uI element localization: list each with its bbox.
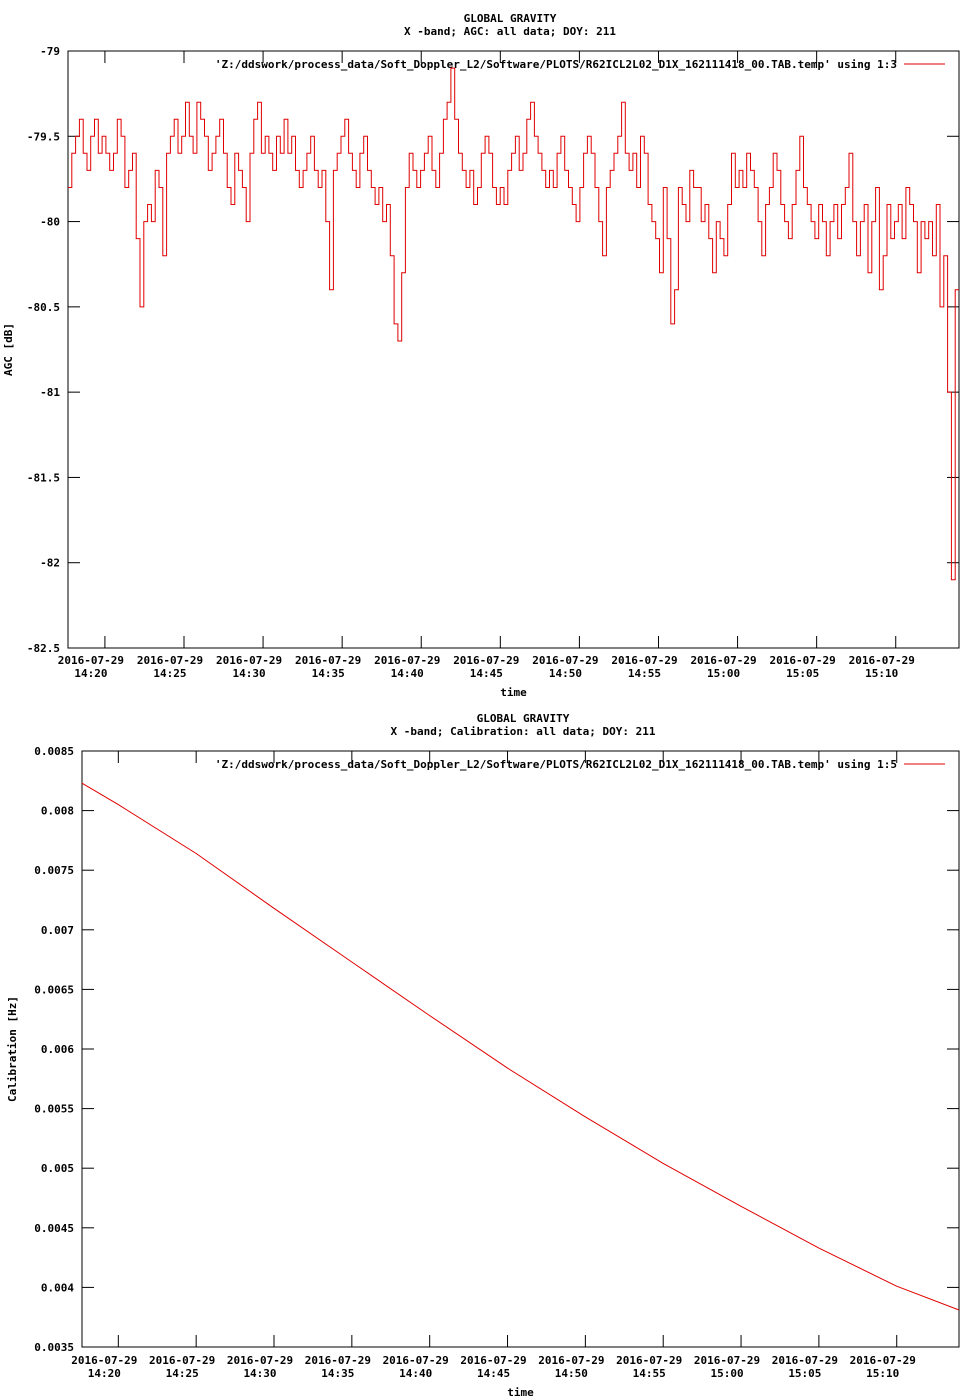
calibration-chart — [6, 712, 959, 1399]
x-tick-date-label: 2016-07-29 — [374, 654, 441, 667]
legend-label: 'Z:/ddswork/process_data/Soft_Doppler_L2/Software/PLOTS/R62ICL2L02_D1X_162111418_00.TAB.temp' using 1:5 — [214, 758, 897, 771]
y-tick-label: -79.5 — [26, 130, 60, 144]
y-tick-label: 0.0055 — [34, 1102, 74, 1116]
series-line — [68, 68, 959, 580]
y-tick-label: 0.006 — [40, 1043, 74, 1056]
x-tick-date-label: 2016-07-29 — [693, 1354, 761, 1367]
x-tick-date-label: 2016-07-29 — [611, 654, 678, 667]
y-tick-label: -80.5 — [26, 300, 60, 314]
x-tick-date-label: 2016-07-29 — [460, 1354, 527, 1367]
x-tick-time-label: 14:40 — [390, 667, 424, 680]
x-tick-date-label: 2016-07-29 — [532, 654, 599, 667]
x-tick-time-label: 14:35 — [321, 1367, 355, 1380]
x-tick-time-label: 14:30 — [232, 667, 266, 680]
x-tick-time-label: 14:50 — [548, 667, 582, 680]
chart-title: GLOBAL GRAVITY — [476, 712, 570, 725]
y-tick-label: -79 — [40, 45, 60, 58]
y-tick-label: -81.5 — [26, 471, 60, 485]
y-tick-label: 0.0075 — [34, 864, 74, 878]
x-tick-time-label: 15:00 — [710, 1367, 744, 1380]
x-tick-time-label: 14:30 — [243, 1367, 277, 1380]
x-tick-time-label: 14:40 — [399, 1367, 433, 1380]
x-tick-time-label: 14:25 — [165, 1367, 199, 1380]
y-tick-label: 0.0045 — [34, 1221, 74, 1235]
y-tick-label: 0.005 — [40, 1162, 74, 1176]
y-tick-label: 0.0085 — [34, 745, 74, 758]
x-tick-time-label: 15:05 — [788, 1367, 822, 1380]
x-tick-date-label: 2016-07-29 — [849, 1354, 916, 1367]
x-tick-time-label: 14:55 — [632, 1367, 666, 1380]
x-tick-time-label: 14:45 — [476, 1367, 511, 1380]
x-tick-date-label: 2016-07-29 — [215, 654, 283, 667]
x-tick-date-label: 2016-07-29 — [71, 1354, 138, 1367]
y-tick-label: -82.5 — [26, 642, 60, 655]
chart-subtitle: X -band; AGC: all data; DOY: 211 — [404, 25, 616, 38]
x-tick-date-label: 2016-07-29 — [690, 654, 757, 667]
y-axis-label: AGC [dB] — [2, 323, 15, 376]
x-tick-time-label: 14:25 — [153, 667, 187, 680]
x-axis-label: time — [507, 1386, 534, 1399]
x-tick-time-label: 14:45 — [469, 667, 503, 680]
x-tick-time-label: 15:10 — [865, 667, 899, 680]
x-tick-date-label: 2016-07-29 — [136, 654, 204, 667]
x-tick-date-label: 2016-07-29 — [382, 1354, 449, 1367]
y-tick-label: -82 — [40, 556, 60, 570]
x-tick-time-label: 14:20 — [87, 1367, 121, 1380]
x-tick-time-label: 15:05 — [786, 667, 820, 680]
x-tick-time-label: 14:50 — [554, 1367, 588, 1380]
x-tick-date-label: 2016-07-29 — [848, 654, 915, 667]
legend-label: 'Z:/ddswork/process_data/Soft_Doppler_L2/Software/PLOTS/R62ICL2L02_D1X_162111418_00.TAB.temp' using 1:3 — [214, 58, 897, 71]
y-tick-label: -81 — [40, 386, 60, 400]
x-axis-label: time — [500, 686, 527, 699]
y-axis-label: Calibration [Hz] — [6, 996, 19, 1102]
y-tick-label: 0.007 — [40, 923, 74, 937]
plot-frame — [68, 51, 959, 648]
x-tick-date-label: 2016-07-29 — [149, 1354, 216, 1367]
y-tick-label: 0.008 — [40, 804, 74, 818]
y-tick-label: -80 — [40, 215, 60, 229]
plot-frame — [82, 751, 959, 1347]
x-tick-time-label: 14:55 — [627, 667, 662, 680]
x-tick-time-label: 14:20 — [74, 667, 108, 680]
x-tick-time-label: 15:10 — [866, 1367, 900, 1380]
agc-chart — [2, 12, 959, 699]
y-tick-label: 0.004 — [40, 1281, 74, 1295]
series-line — [82, 783, 959, 1310]
x-tick-date-label: 2016-07-29 — [616, 1354, 683, 1367]
x-tick-date-label: 2016-07-29 — [538, 1354, 605, 1367]
x-tick-date-label: 2016-07-29 — [226, 1354, 294, 1367]
chart-title: GLOBAL GRAVITY — [463, 12, 557, 25]
x-tick-date-label: 2016-07-29 — [771, 1354, 839, 1367]
chart-subtitle: X -band; Calibration: all data; DOY: 211 — [390, 725, 656, 738]
x-tick-date-label: 2016-07-29 — [769, 654, 836, 667]
x-tick-time-label: 14:35 — [311, 667, 345, 680]
x-tick-time-label: 15:00 — [707, 667, 741, 680]
x-tick-date-label: 2016-07-29 — [304, 1354, 371, 1367]
x-tick-date-label: 2016-07-29 — [57, 654, 125, 667]
y-tick-label: 0.0065 — [34, 983, 74, 997]
x-tick-date-label: 2016-07-29 — [453, 654, 520, 667]
x-tick-date-label: 2016-07-29 — [295, 654, 362, 667]
y-tick-label: 0.0035 — [34, 1341, 74, 1354]
